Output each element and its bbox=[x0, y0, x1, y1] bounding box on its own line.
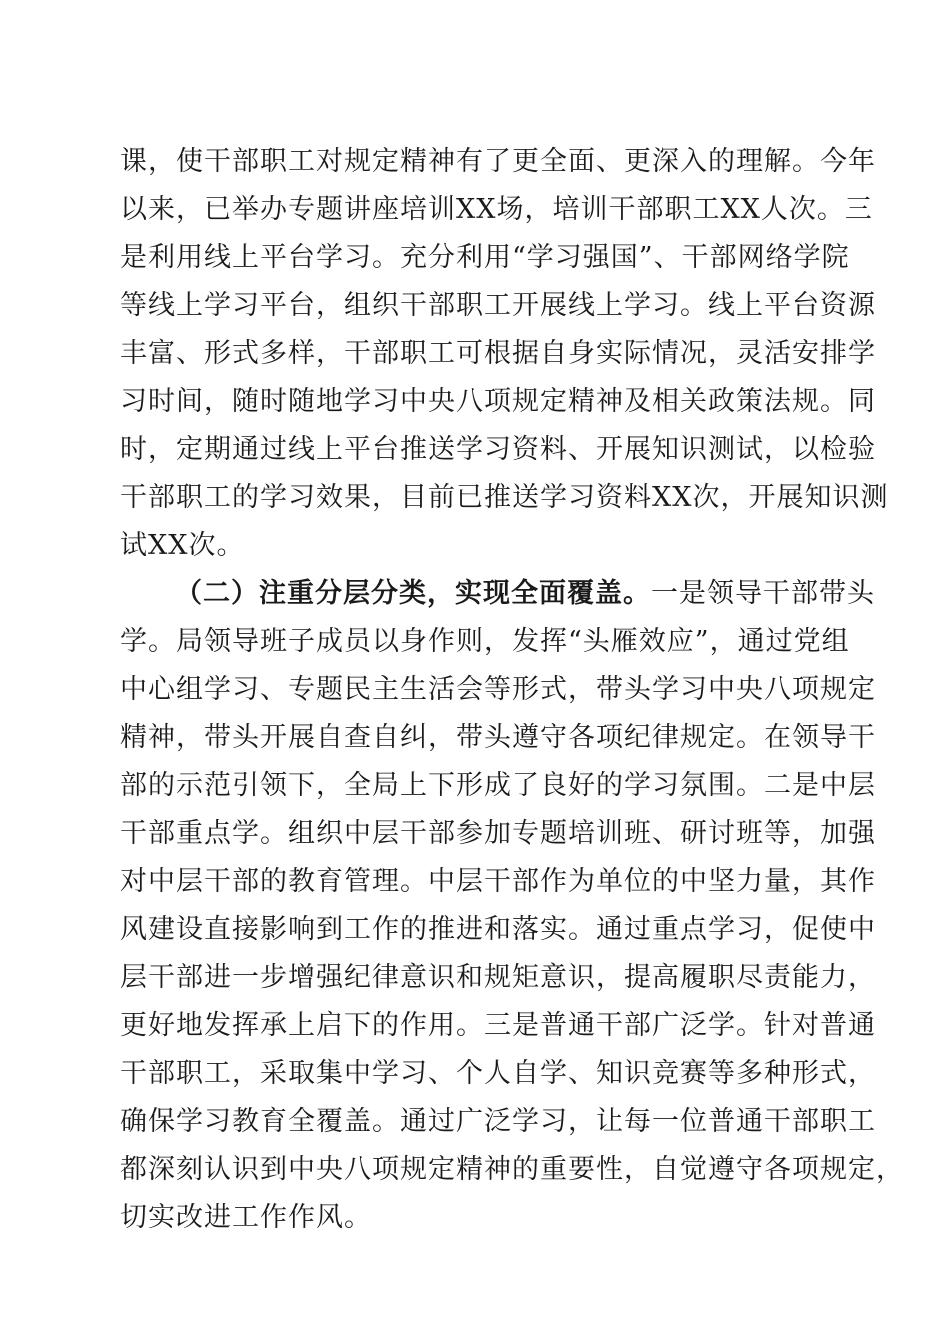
text-line: 试XX次。 bbox=[120, 530, 245, 561]
text-line: 习时间，随时随地学习中央八项规定精神及相关政策法规。同 bbox=[120, 386, 876, 417]
text-line: 切实改进工作作风。 bbox=[120, 1202, 372, 1233]
text-line: 中心组学习、专题民主生活会等形式，带头学习中央八项规定 bbox=[120, 674, 876, 705]
text-line: 课，使干部职工对规定精神有了更全面、更深入的理解。今年 bbox=[120, 146, 876, 177]
text-line: 等线上学习平台，组织干部职工开展线上学习。线上平台资源 bbox=[120, 290, 876, 321]
text-line: 对中层干部的教育管理。中层干部作为单位的中坚力量，其作 bbox=[120, 866, 876, 897]
text-line: 干部重点学。组织中层干部参加专题培训班、研讨班等，加强 bbox=[120, 818, 876, 849]
section-first-line-text: 一是领导干部带头 bbox=[651, 578, 875, 609]
text-line: 是利用线上平台学习。充分利用“学习强国”、干部网络学院 bbox=[120, 242, 850, 273]
text-line: 干部职工，采取集中学习、个人自学、知识竞赛等多种形式， bbox=[120, 1058, 876, 1089]
text-line: 确保学习教育全覆盖。通过广泛学习，让每一位普通干部职工 bbox=[120, 1106, 876, 1137]
text-line: 风建设直接影响到工作的推进和落实。通过重点学习，促使中 bbox=[120, 914, 876, 945]
text-line: 都深刻认识到中央八项规定精神的重要性，自觉遵守各项规定， bbox=[120, 1154, 904, 1185]
text-line: 部的示范引领下，全局上下形成了良好的学习氛围。二是中层 bbox=[120, 770, 876, 801]
text-line: 层干部进一步增强纪律意识和规矩意识，提高履职尽责能力， bbox=[120, 962, 876, 993]
text-line: 精神，带头开展自查自纠，带头遵守各项纪律规定。在领导干 bbox=[120, 722, 876, 753]
text-line: 丰富、形式多样，干部职工可根据自身实际情况，灵活安排学 bbox=[120, 338, 876, 369]
section-heading: （二）注重分层分类，实现全面覆盖。 bbox=[175, 578, 651, 609]
text-line: 时，定期通过线上平台推送学习资料、开展知识测试，以检验 bbox=[120, 434, 876, 465]
text-line: 学。局领导班子成员以身作则，发挥“头雁效应”，通过党组 bbox=[120, 626, 850, 657]
text-line: 更好地发挥承上启下的作用。三是普通干部广泛学。针对普通 bbox=[120, 1010, 876, 1041]
text-line: 以来，已举办专题讲座培训XX场，培训干部职工XX人次。三 bbox=[120, 194, 873, 225]
section-first-line bbox=[175, 572, 875, 616]
text-line: 干部职工的学习效果，目前已推送学习资料XX次，开展知识测 bbox=[120, 482, 889, 513]
